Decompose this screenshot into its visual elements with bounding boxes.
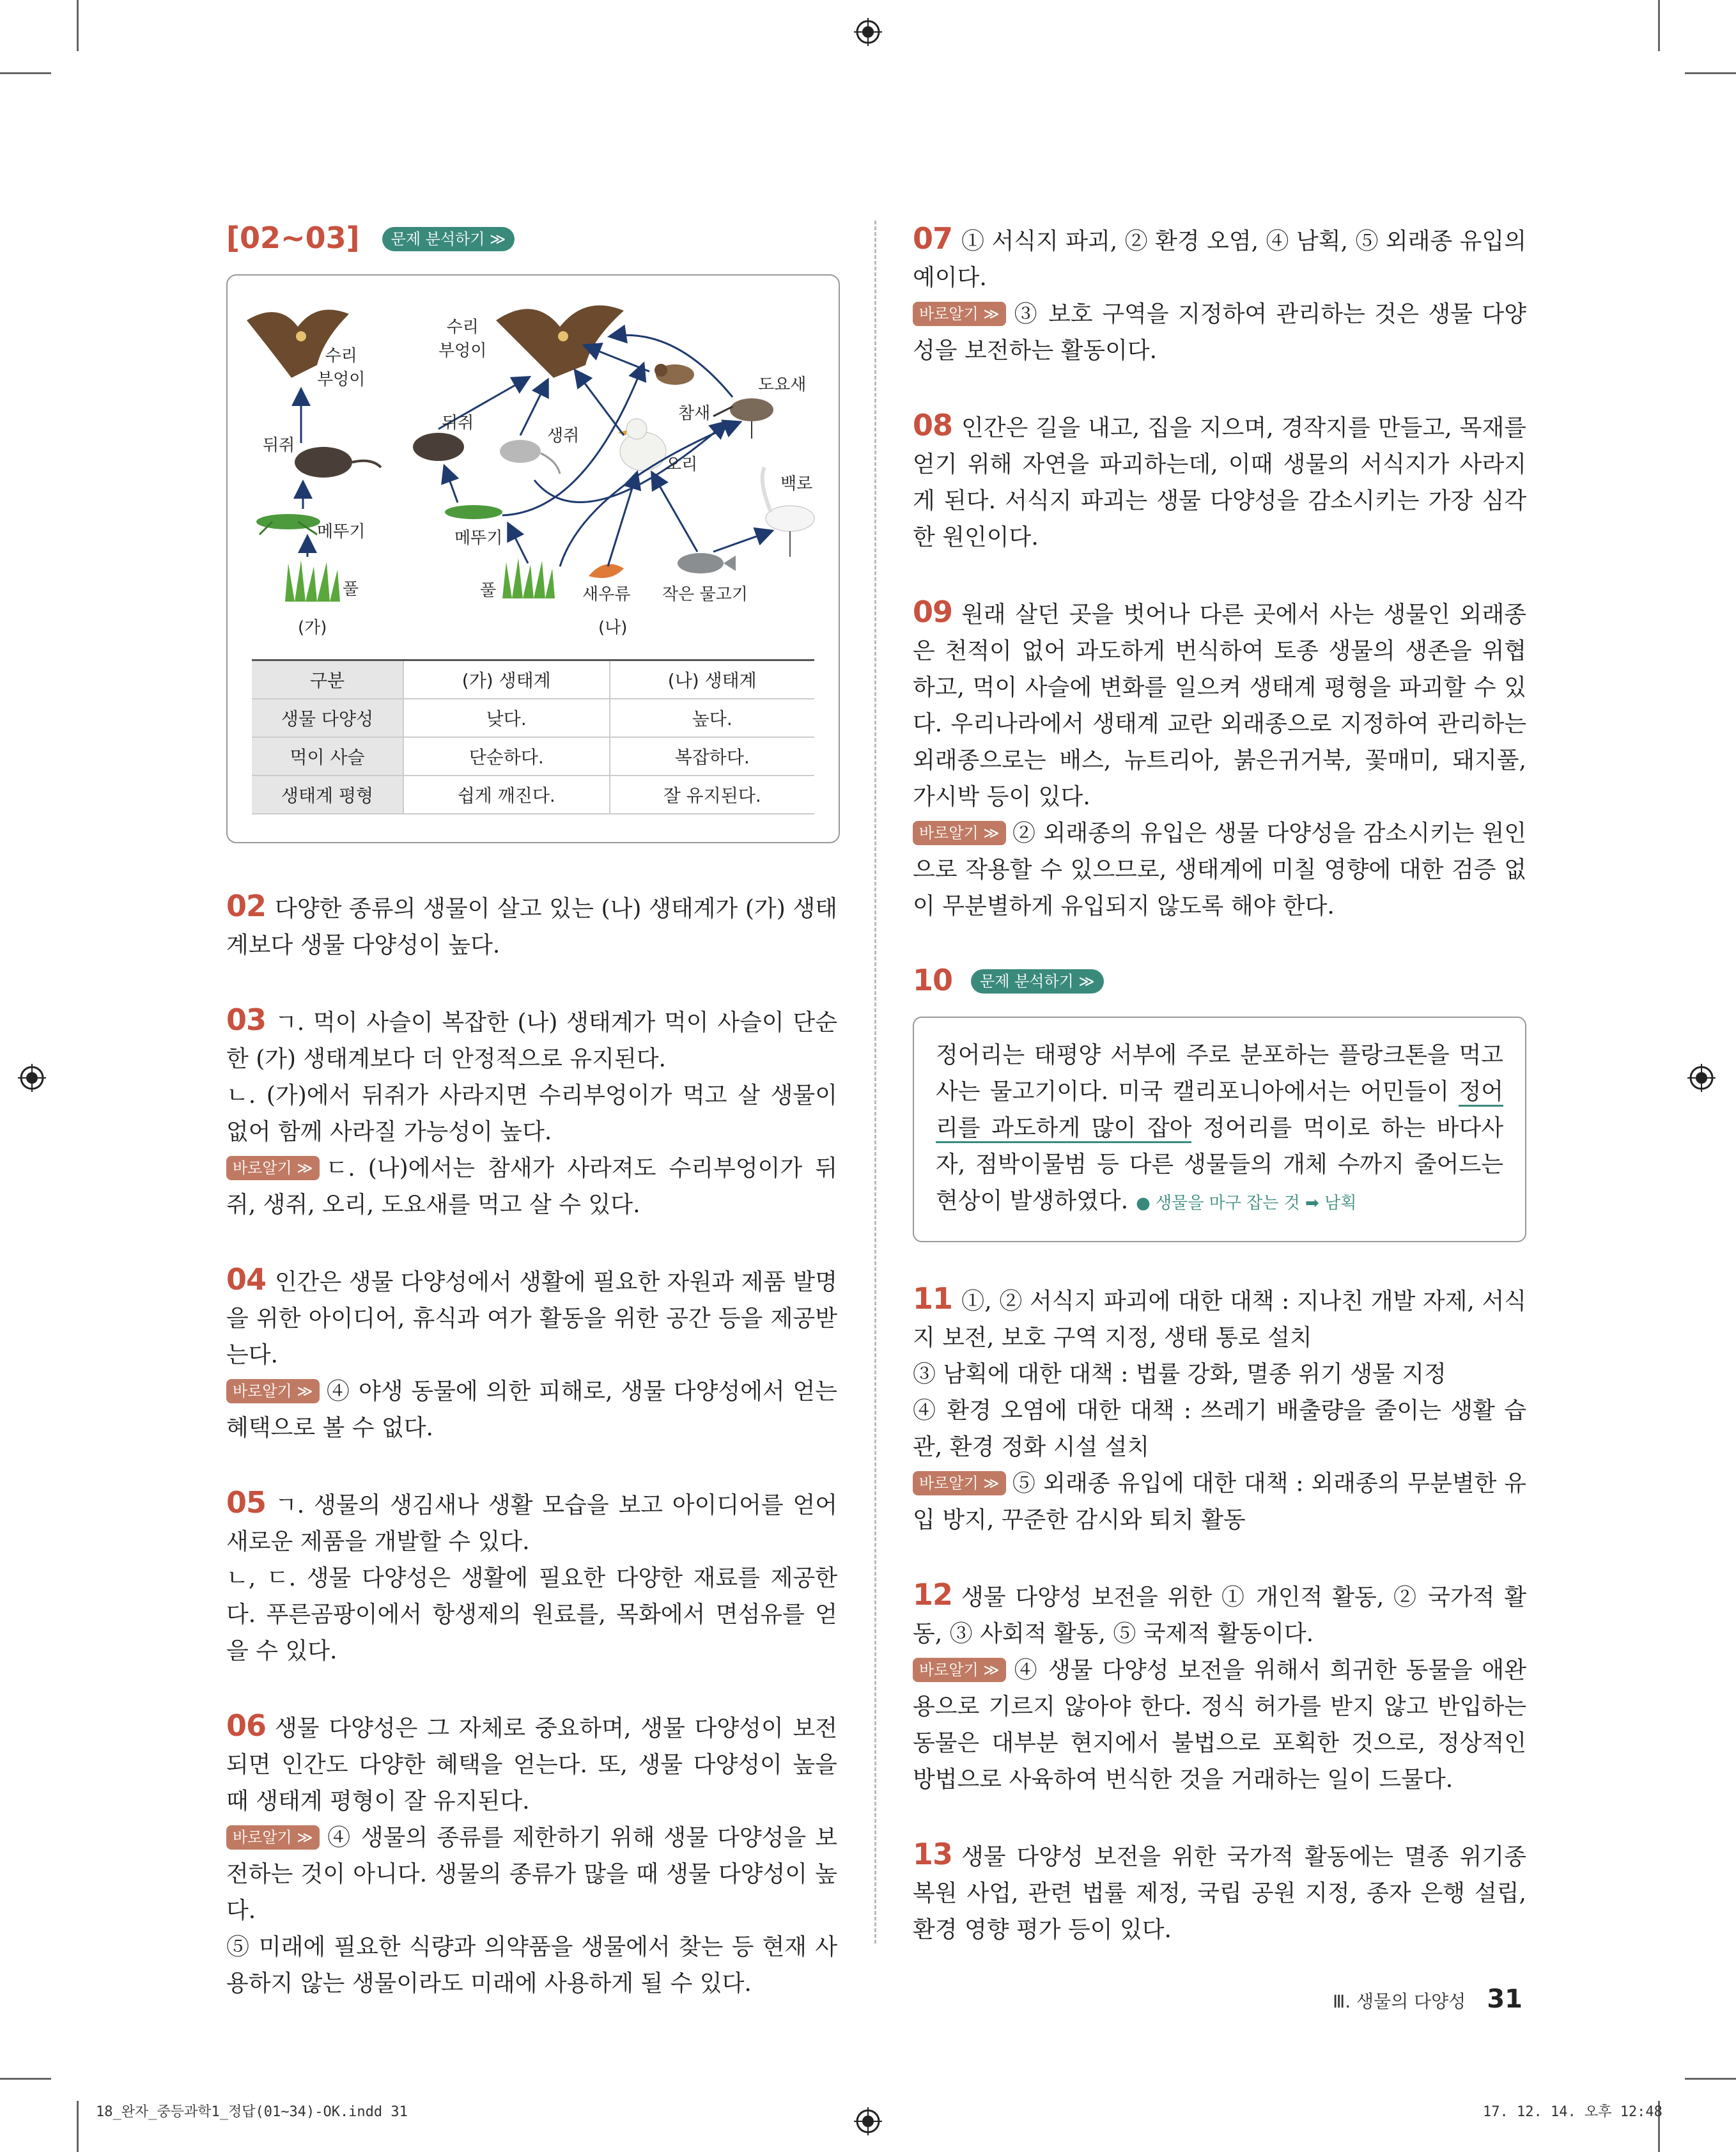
- answer-text: ① 서식지 파괴, ② 환경 오염, ④ 남획, ⑤ 외래종 유입의 예이다.: [913, 228, 1526, 291]
- answer-07: [913, 221, 1526, 369]
- right-column: [913, 221, 1526, 1986]
- passage-text: 정어리를 먹이로 하는 바다사자, 점박이물범 등 다른 생물들의 개체 수까지 줄어드는 현상이 발생하였다.: [936, 1115, 1504, 1214]
- answer-09: [913, 594, 1526, 924]
- table-header-cell: (가) 생태계: [403, 660, 610, 699]
- grass-a-icon: [285, 560, 340, 602]
- label-owl-b: 수리 부엉이: [438, 318, 487, 361]
- table-row-header: 생태계 평형: [252, 776, 403, 814]
- answer-text: ㄷ. (나)에서는 참새가 사라져도 수리부엉이가 뒤쥐, 생쥐, 오리, 도요새를 먹고 살 수 있다.: [226, 1155, 837, 1218]
- table-header-cell: (나) 생태계: [610, 660, 814, 699]
- answer-text: ④ 생물 다양성 보전을 위해서 희귀한 동물을 애완용으로 기르지 않아야 한다. 정식 허가를 받지 않고 반입하는 동물은 대부분 현지에서 불법으로 포획한 것으로, 정상적인 방법으로 사육하여 번식한 것을 거래하는 일이 드물다.: [913, 1657, 1526, 1793]
- correction-badge: 바로알기 ≫: [913, 821, 1006, 845]
- label-fish-b: 작은 물고기: [662, 585, 748, 604]
- crop-mark: [1685, 72, 1736, 74]
- question-number: 07: [913, 221, 953, 256]
- answer-text: ㄴ. (가)에서 뒤쥐가 사라지면 수리부엉이가 먹고 살 생물이 없어 함께 사라질 가능성이 높다.: [226, 1082, 837, 1145]
- answer-text: ③ 보호 구역을 지정하여 관리하는 것은 생물 다양성을 보전하는 활동이다.: [913, 301, 1526, 364]
- answer-text: ④ 야생 동물에 의한 피해로, 생물 다양성에서 얻는 혜택으로 볼 수 없다.: [226, 1378, 837, 1441]
- answer-text: ㄱ. 먹이 사슬이 복잡한 (나) 생태계가 먹이 사슬이 단순한 (가) 생태계보다 더 안정적으로 유지된다.: [226, 1010, 837, 1072]
- answer-12: [913, 1577, 1526, 1798]
- answer-text: ⑤ 외래종 유입에 대한 대책 : 외래종의 무분별한 유입 방지, 꾸준한 감시와 퇴치 활동: [913, 1470, 1526, 1533]
- label-eco-a: (가): [298, 618, 327, 637]
- table-cell: 쉽게 깨진다.: [403, 776, 610, 814]
- answer-02: [226, 888, 837, 963]
- label-shrew-a: 뒤쥐: [263, 436, 295, 455]
- label-grass-a: 풀: [343, 580, 359, 599]
- grass-b-icon: [502, 558, 555, 598]
- answer-04: [226, 1261, 837, 1446]
- answer-11: [913, 1281, 1526, 1538]
- label-sparrow-b: 참새: [678, 404, 711, 423]
- owl-b-icon: [496, 306, 624, 378]
- correction-badge: 바로알기 ≫: [226, 1156, 320, 1180]
- grasshopper-b-icon: [445, 505, 502, 519]
- shrew-a-icon: [295, 447, 381, 478]
- underlined-phrase: 정어리를 과도하게 많이 잡아: [936, 1079, 1503, 1143]
- label-owl-a: 수리 부엉이: [317, 347, 366, 389]
- crop-mark: [0, 72, 51, 74]
- label-eco-b: (나): [598, 618, 628, 637]
- question-number: 12: [913, 1577, 953, 1612]
- label-shrew-b: 뒤쥐: [442, 414, 474, 433]
- label-sandpiper-b: 도요새: [758, 375, 807, 394]
- correction-badge: 바로알기 ≫: [913, 302, 1006, 326]
- passage-text: 정어리는 태평양 서부에 주로 분포하는 플랑크톤을 먹고 사는 물고기이다. 미국 캘리포니아에서는 어민들이: [936, 1042, 1503, 1105]
- table-cell: 높다.: [610, 699, 814, 737]
- comparison-table: [252, 659, 814, 815]
- answer-05: [226, 1485, 837, 1669]
- table-cell: 복잡하다.: [610, 737, 814, 776]
- question-number: 02: [226, 889, 267, 923]
- label-shrimp-b: 새우류: [582, 585, 631, 604]
- food-web-figure: [226, 274, 840, 843]
- left-column: [226, 221, 837, 2040]
- question-number: 09: [913, 595, 953, 629]
- sandpiper-b-icon: [713, 398, 773, 439]
- correction-badge: 바로알기 ≫: [913, 1658, 1006, 1682]
- table-header-cell: 구분: [252, 660, 403, 699]
- label-grass-b: 풀: [480, 581, 497, 600]
- question-number: 04: [226, 1262, 267, 1297]
- answer-text: ⑤ 미래에 필요한 식량과 의약품을 생물에서 찾는 등 현재 사용하지 않는 생물이라도 미래에 사용하게 될 수 있다.: [226, 1934, 837, 1997]
- analysis-badge: 문제 분석하기 ≫: [971, 969, 1104, 994]
- reading-passage: [913, 1017, 1526, 1242]
- question-number: 13: [913, 1837, 953, 1871]
- table-row: [252, 737, 814, 776]
- table-cell: 단순하다.: [403, 737, 610, 776]
- question-number: 06: [226, 1708, 267, 1743]
- answer-text: ①, ② 서식지 파괴에 대한 대책 : 지나친 개발 자제, 서식지 보전, 보호 구역 지정, 생태 통로 설치: [913, 1288, 1526, 1351]
- label-grasshopper-a: 메뚜기: [317, 522, 366, 542]
- sparrow-b-icon: [655, 364, 694, 385]
- correction-badge: 바로알기 ≫: [226, 1379, 320, 1403]
- section-header: [226, 221, 837, 255]
- crop-mark: [0, 2078, 51, 2080]
- table-row-header: 생물 다양성: [252, 699, 403, 737]
- answer-08: [913, 407, 1526, 556]
- table-cell: 잘 유지된다.: [610, 776, 814, 814]
- question-number: 03: [226, 1002, 267, 1037]
- answer-text: 생물 다양성 보전을 위한 ① 개인적 활동, ② 국가적 활동, ③ 사회적 활동, ⑤ 국제적 활동이다.: [913, 1584, 1526, 1647]
- answer-text: ③ 남획에 대한 대책 : 법률 강화, 멸종 위기 생물 지정: [913, 1361, 1446, 1387]
- section-label: [02~03]: [226, 221, 360, 255]
- registration-mark-icon: [18, 1064, 46, 1092]
- analysis-badge: 문제 분석하기 ≫: [382, 227, 515, 251]
- crop-mark: [1685, 2078, 1736, 2080]
- answer-text: 인간은 생물 다양성에서 생활에 필요한 자원과 제품 발명을 위한 아이디어, 휴식과 여가 활동을 위한 공간 등을 제공받는다.: [226, 1269, 837, 1368]
- table-row: [252, 699, 814, 737]
- date-slug: 17. 12. 14. 오후 12:48: [1483, 2104, 1662, 2120]
- correction-badge: 바로알기 ≫: [913, 1471, 1006, 1495]
- registration-mark-icon: [1687, 1064, 1716, 1092]
- answer-03: [226, 1002, 837, 1223]
- registration-mark-icon: [854, 2107, 882, 2135]
- label-duck-b: 오리: [665, 455, 698, 474]
- answer-text: ㄴ, ㄷ. 생물 다양성은 생활에 필요한 다양한 재료를 제공한다. 푸른곰팡이에서 항생제의 원료를, 목화에서 면섬유를 얻을 수 있다.: [226, 1565, 837, 1664]
- table-cell: 낮다.: [403, 699, 610, 737]
- answer-text: 원래 살던 곳을 벗어나 다른 곳에서 사는 생물인 외래종은 천적이 없어 과도하게 번식하여 토종 생물의 생존을 위협하고, 먹이 사슬에 변화를 일으켜 생태계 평형을 파괴할 수 있다. 우리나라에서 생태계 교란 외래종으로 지정하여 관리하는 외래종으로는 배스, 뉴트리아, 붉은귀거북, 꽃매미, 돼지풀, 가시박 등이 있다.: [913, 602, 1526, 810]
- fish-b-icon: [678, 553, 736, 573]
- answer-text: ㄱ. 생물의 생김새나 생활 모습을 보고 아이디어를 얻어 새로운 제품을 개발할 수 있다.: [226, 1492, 837, 1555]
- shrew-b-icon: [413, 433, 464, 461]
- answer-text: ④ 환경 오염에 대한 대책 : 쓰레기 배출량을 줄이는 생활 습관, 환경 정화 시설 설치: [913, 1398, 1526, 1460]
- label-egret-b: 백로: [780, 474, 813, 494]
- answer-text: 다양한 종류의 생물이 살고 있는 (나) 생태계가 (가) 생태계보다 생물 다양성이 높다.: [226, 896, 837, 958]
- annotation-note: ● 생물을 마구 잡는 것 ➡ 남획: [1136, 1194, 1357, 1213]
- answer-06: [226, 1708, 837, 2002]
- table-row: [252, 776, 814, 814]
- label-mouse-b: 생쥐: [547, 426, 580, 446]
- label-grasshopper-b: 메뚜기: [454, 529, 503, 548]
- question-number: 10: [913, 963, 953, 997]
- crop-mark: [77, 2101, 79, 2152]
- question-number: 05: [226, 1485, 267, 1520]
- table-row-header: 먹이 사슬: [252, 737, 403, 776]
- crop-mark: [77, 0, 79, 51]
- correction-badge: 바로알기 ≫: [226, 1825, 320, 1850]
- answer-13: [913, 1836, 1526, 1948]
- answer-text: ② 외래종의 유입은 생물 다양성을 감소시키는 원인으로 작용할 수 있으므로, 생태계에 미칠 영향에 대한 검증 없이 무분별하게 유입되지 않도록 해야 한다.: [913, 820, 1526, 919]
- table-header-row: [252, 660, 814, 699]
- registration-mark-icon: [854, 18, 882, 46]
- column-divider: [874, 221, 876, 1944]
- grasshopper-a-icon: [256, 514, 320, 534]
- answer-text: 생물 다양성 보전을 위한 국가적 활동에는 멸종 위기종 복원 사업, 관련 법률 제정, 국립 공원 지정, 종자 은행 설립, 환경 영향 평가 등이 있다.: [913, 1844, 1526, 1943]
- question-number: 08: [913, 408, 953, 442]
- answer-10: [913, 963, 1526, 1242]
- answer-text: 생물 다양성은 그 자체로 중요하며, 생물 다양성이 보전되면 인간도 다양한 혜택을 얻는다. 또, 생물 다양성이 높을 때 생태계 평형이 잘 유지된다.: [226, 1715, 837, 1814]
- page-number: 31: [1487, 1984, 1523, 2014]
- page-footer: [1333, 1984, 1523, 2014]
- answer-text: ④ 생물의 종류를 제한하기 위해 생물 다양성을 보전하는 것이 아니다. 생물의 종류가 많을 때 생물 다양성이 높다.: [226, 1825, 837, 1924]
- crop-mark: [1658, 0, 1660, 51]
- question-number: 11: [913, 1281, 953, 1316]
- shrimp-b-icon: [589, 564, 624, 578]
- chapter-label: Ⅲ. 생물의 다양성: [1332, 1991, 1466, 2012]
- file-slug: 18_완자_중등과학1_정답(01~34)-OK.indd 31: [96, 2104, 408, 2120]
- answer-text: 인간은 길을 내고, 집을 지으며, 경작지를 만들고, 목재를 얻기 위해 자연을 파괴하는데, 이때 생물의 서식지가 사라지게 된다. 서식지 파괴는 생물 다양성을 감소시키는 가장 심각한 원인이다.: [913, 415, 1526, 550]
